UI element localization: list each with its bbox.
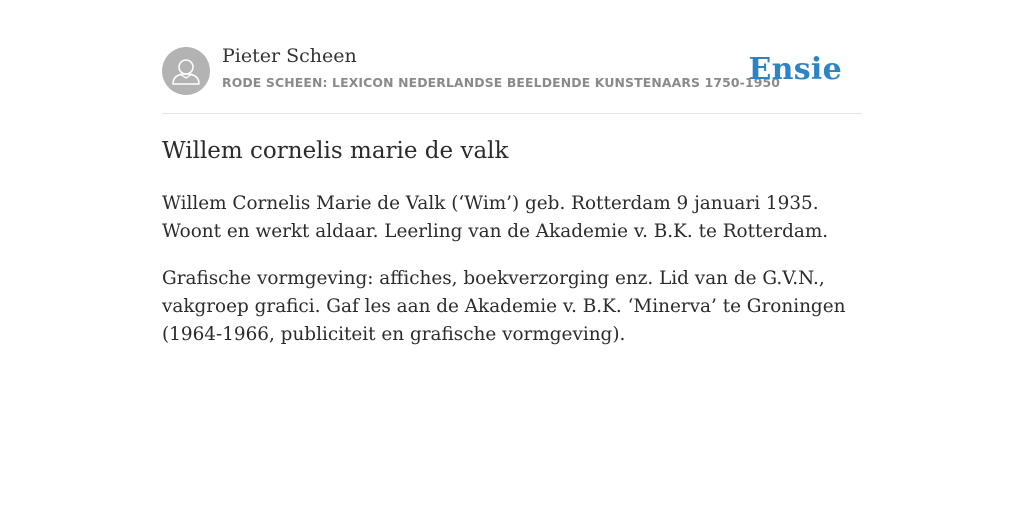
article-body	[162, 190, 862, 368]
author-header	[162, 0, 862, 114]
article-card	[162, 0, 862, 345]
source-label[interactable]: RODE SCHEEN: LEXICON NEDERLANDSE BEELDENDE KUNSTENAARS 1750-1950	[222, 75, 781, 90]
user-avatar-icon[interactable]	[162, 47, 210, 95]
article-paragraph: Willem Cornelis Marie de Valk (‘Wim’) geb. Rotterdam 9 januari 1935. Woont en werkt aldaar. Leerling van de Akademie v. B.K. te Rotterdam.	[162, 193, 829, 242]
ensie-logo[interactable]: Ensie	[748, 52, 842, 87]
article-paragraph: Grafische vormgeving: affiches, boekverzorging enz. Lid van de G.V.N., vakgroep grafici. Gaf les aan de Akademie v. B.K. ‘Minerva’ te Groningen (1964-1966, publiciteit en grafische vormgeving).	[162, 268, 846, 345]
article-title: Willem cornelis marie de valk	[162, 138, 509, 164]
author-name[interactable]: Pieter Scheen	[222, 45, 357, 67]
